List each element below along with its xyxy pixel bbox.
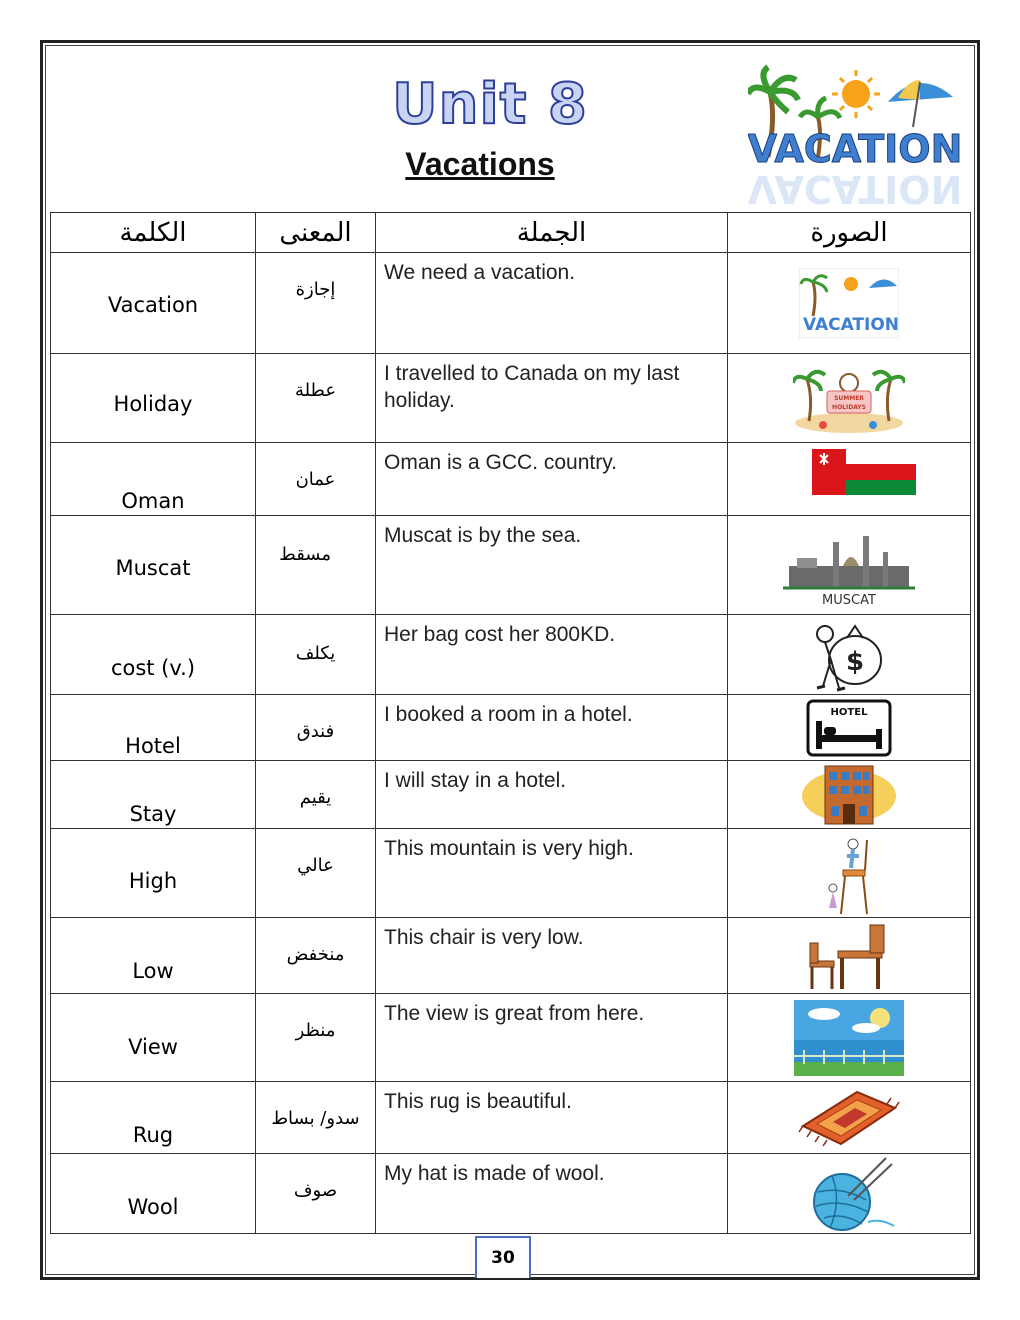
sentence-cell: My hat is made of wool. xyxy=(376,1154,728,1234)
meaning-cell: فندق xyxy=(256,695,376,761)
meaning-cell: عالي xyxy=(256,829,376,918)
meaning-cell: إجازة xyxy=(256,253,376,354)
svg-text:SUMMER: SUMMER xyxy=(834,395,864,402)
picture-cell xyxy=(728,354,971,443)
sentence-cell: Muscat is by the sea. xyxy=(376,516,728,615)
page-title: Vacations xyxy=(405,146,555,182)
picture-cell xyxy=(728,829,971,918)
table-row xyxy=(51,1154,971,1234)
sentence-cell: Oman is a GCC. country. xyxy=(376,443,728,516)
table-row xyxy=(51,443,971,516)
meaning-cell: منظر xyxy=(256,994,376,1082)
high-chair-icon xyxy=(819,830,879,916)
low-chair-icon xyxy=(804,921,894,991)
svg-text:HOLIDAYS: HOLIDAYS xyxy=(832,404,866,411)
table-row xyxy=(51,918,971,994)
word-cell: Oman xyxy=(51,443,256,516)
picture-cell xyxy=(728,443,971,516)
picture-cell xyxy=(728,253,971,354)
table-row xyxy=(51,516,971,615)
sentence-cell: We need a vacation. xyxy=(376,253,728,354)
sentence-cell: I booked a room in a hotel. xyxy=(376,695,728,761)
column-header-picture: الصورة xyxy=(728,213,971,253)
column-header-sentence: الجملة xyxy=(376,213,728,253)
table-row xyxy=(51,761,971,829)
wool-yarn-icon xyxy=(802,1156,896,1232)
table-row xyxy=(51,994,971,1082)
vacation-icon xyxy=(799,268,899,338)
sentence-cell: I travelled to Canada on my last holiday. xyxy=(376,354,728,443)
svg-text:HOTEL: HOTEL xyxy=(830,706,868,718)
word-cell: Holiday xyxy=(51,354,256,443)
table-row xyxy=(51,695,971,761)
table-row xyxy=(51,253,971,354)
svg-text:MUSCAT: MUSCAT xyxy=(822,593,876,608)
beach-holiday-icon xyxy=(793,361,905,435)
meaning-cell: يقيم xyxy=(256,761,376,829)
picture-cell xyxy=(728,1154,971,1234)
meaning-cell: يكلف xyxy=(256,615,376,695)
table-row xyxy=(51,354,971,443)
word-cell: Muscat xyxy=(51,516,256,615)
table-row xyxy=(51,829,971,918)
picture-cell xyxy=(728,516,971,615)
column-header-word: الكلمة xyxy=(51,213,256,253)
word-cell: cost (v.) xyxy=(51,615,256,695)
oman-flag-icon xyxy=(812,449,916,495)
sentence-cell: This rug is beautiful. xyxy=(376,1082,728,1154)
meaning-cell: مسقط xyxy=(256,516,376,615)
sea-view-icon xyxy=(794,1000,904,1076)
table-row xyxy=(51,1082,971,1154)
picture-cell xyxy=(728,918,971,994)
table-header-row xyxy=(51,213,971,253)
svg-text:VACATION: VACATION xyxy=(748,127,963,171)
sentence-cell: Her bag cost her 800KD. xyxy=(376,615,728,695)
picture-cell xyxy=(728,615,971,695)
word-cell: High xyxy=(51,829,256,918)
page-number: 30 xyxy=(475,1236,531,1278)
meaning-cell: صوف xyxy=(256,1154,376,1234)
picture-cell xyxy=(728,994,971,1082)
svg-text:VACATION: VACATION xyxy=(748,167,963,211)
word-cell: Hotel xyxy=(51,695,256,761)
meaning-cell: منخفض xyxy=(256,918,376,994)
word-cell: Wool xyxy=(51,1154,256,1234)
svg-text:$: $ xyxy=(845,646,865,677)
sentence-cell: The view is great from here. xyxy=(376,994,728,1082)
vocabulary-table xyxy=(50,212,971,1234)
word-cell: Low xyxy=(51,918,256,994)
meaning-cell: عطلة xyxy=(256,354,376,443)
sentence-cell: This mountain is very high. xyxy=(376,829,728,918)
meaning-cell: سدو/ بساط xyxy=(256,1082,376,1154)
word-cell: View xyxy=(51,994,256,1082)
sentence-cell: This chair is very low. xyxy=(376,918,728,994)
unit-title: Unit 8 xyxy=(392,72,588,137)
word-cell: Rug xyxy=(51,1082,256,1154)
muscat-skyline-icon xyxy=(783,522,915,608)
money-bag-icon xyxy=(809,616,889,694)
hotel-building-icon xyxy=(801,762,897,828)
vacation-banner-icon xyxy=(748,62,963,212)
meaning-cell: عمان xyxy=(256,443,376,516)
sentence-cell: I will stay in a hotel. xyxy=(376,761,728,829)
column-header-meaning: المعنى xyxy=(256,213,376,253)
picture-cell xyxy=(728,695,971,761)
word-cell: Stay xyxy=(51,761,256,829)
picture-cell xyxy=(728,761,971,829)
hotel-sign-icon xyxy=(806,699,892,757)
picture-cell xyxy=(728,1082,971,1154)
svg-text:VACATION: VACATION xyxy=(802,315,899,335)
word-cell: Vacation xyxy=(51,253,256,354)
table-row xyxy=(51,615,971,695)
rug-icon xyxy=(797,1086,901,1150)
